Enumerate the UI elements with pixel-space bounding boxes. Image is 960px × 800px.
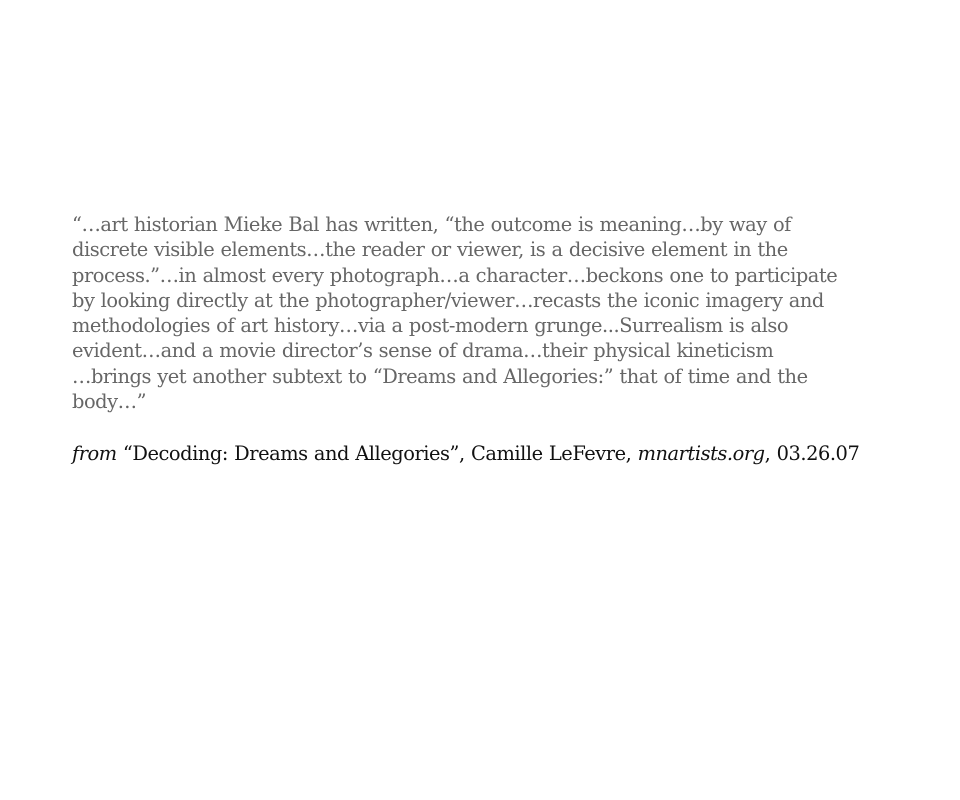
quote-line: evident…and a movie director’s sense of drama…their physical kineticism: [72, 339, 774, 363]
quote-line: by looking directly at the photographer/viewer…recasts the iconic imagery and: [72, 288, 824, 312]
citation-date: , 03.26.07: [764, 442, 860, 465]
quote-line: process.”…in almost every photograph…a character…beckons one to participate: [72, 263, 838, 287]
citation-prefix: from: [72, 442, 117, 465]
quote-line: methodologies of art history…via a post-modern grunge...Surrealism is also: [72, 314, 789, 338]
review-quote: [72, 212, 942, 414]
citation: [72, 441, 859, 467]
quote-line: body…”: [72, 390, 147, 414]
quote-line: discrete visible elements…the reader or viewer, is a decisive element in the: [72, 238, 788, 262]
quote-line: “…art historian Mieke Bal has written, “the outcome is meaning…by way of: [72, 213, 791, 236]
quote-line: …brings yet another subtext to “Dreams and Allegories:” that of time and the: [72, 364, 808, 388]
citation-source: mnartists.org: [637, 442, 765, 465]
citation-title-author: “Decoding: Dreams and Allegories”, Camille LeFevre,: [116, 442, 638, 465]
